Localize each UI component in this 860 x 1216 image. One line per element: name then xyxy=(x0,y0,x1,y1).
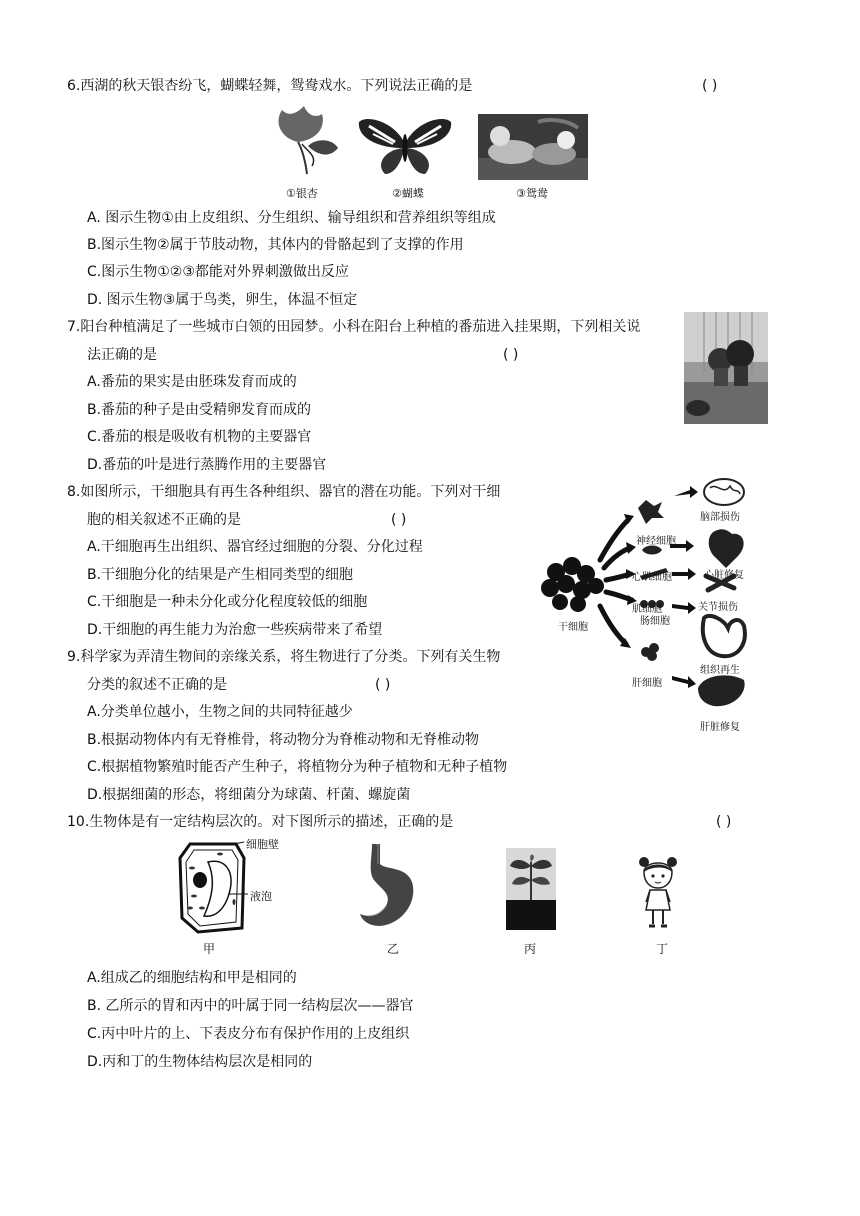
q9-option-d: D.根据细菌的形态，将细菌分为球菌、杆菌、螺旋菌 xyxy=(87,787,411,803)
tissue-regeneration-label: 组织再生 xyxy=(700,665,740,676)
mandarin-duck-image xyxy=(478,114,588,180)
heart-repair-label: 心脏修复 xyxy=(704,570,744,581)
mandarin-duck-caption: ③鸳鸯 xyxy=(516,187,548,200)
q8-option-c: C.干细胞是一种未分化或分化程度较低的细胞 xyxy=(87,594,368,610)
q6-option-c: C.图示生物①②③都能对外界刺激做出反应 xyxy=(87,264,349,280)
q9-stem-line2: 分类的叙述不正确的是 xyxy=(87,677,227,693)
q9-option-c: C.根据植物繁殖时能否产生种子，将植物分为种子植物和无种子植物 xyxy=(87,759,508,775)
brain-injury-label: 脑部损伤 xyxy=(700,512,740,523)
liver-cell-label: 肝细胞 xyxy=(632,678,662,689)
q6-option-a: A. 图示生物①由上皮组织、分生组织、输导组织和营养组织等组成 xyxy=(87,210,496,226)
q10-option-b: B. 乙所示的胃和丙中的叶属于同一结构层次——器官 xyxy=(87,998,414,1014)
q8-option-b: B.干细胞分化的结果是产生相同类型的细胞 xyxy=(87,567,354,583)
q8-answer-paren: ( ) xyxy=(391,512,407,528)
q7-option-d: D.番茄的叶是进行蒸腾作用的主要器官 xyxy=(87,457,327,473)
cardiac-cell-label: 心肌细胞 xyxy=(632,572,672,583)
stomach-image xyxy=(358,844,418,930)
joint-injury-label: 关节损伤 xyxy=(698,602,738,613)
caption-yi: 乙 xyxy=(387,942,400,956)
q10-answer-paren: ( ) xyxy=(716,814,732,830)
q8-option-d: D.干细胞的再生能力为治愈一些疾病带来了希望 xyxy=(87,622,383,638)
q8-option-a: A.干细胞再生出组织、器官经过细胞的分裂、分化过程 xyxy=(87,539,423,555)
q9-option-a: A.分类单位越小，生物之间的共同特征越少 xyxy=(87,704,353,720)
butterfly-caption: ②蝴蝶 xyxy=(392,187,424,200)
q7-option-a: A.番茄的果实是由胚珠发育而成的 xyxy=(87,374,297,390)
q10-option-c: C.丙中叶片的上、下表皮分布有保护作用的上皮组织 xyxy=(87,1026,410,1042)
q10-option-a: A.组成乙的细胞结构和甲是相同的 xyxy=(87,970,297,986)
q7-option-c: C.番茄的根是吸收有机物的主要器官 xyxy=(87,429,312,445)
q7-stem-line2: 法正确的是 xyxy=(87,347,157,363)
q9-answer-paren: ( ) xyxy=(375,677,391,693)
neuron-label: 神经细胞 xyxy=(636,536,676,547)
intestinal-cell-label: 肠细胞 xyxy=(640,616,670,627)
caption-jia: 甲 xyxy=(203,942,216,956)
cell-wall-label: 细胞壁 xyxy=(246,838,279,851)
q6-option-b: B.图示生物②属于节肢动物，其体内的骨骼起到了支撑的作用 xyxy=(87,237,464,253)
q6-option-d: D. 图示生物③属于鸟类，卵生，体温不恒定 xyxy=(87,292,358,308)
q10-stem: 10.生物体是有一定结构层次的。对下图所示的描述，正确的是 xyxy=(67,814,454,830)
girl-cartoon-image xyxy=(638,852,678,932)
q7-option-b: B.番茄的种子是由受精卵发育而成的 xyxy=(87,402,312,418)
q8-stem-line2: 胞的相关叙述不正确的是 xyxy=(87,512,241,528)
muscle-cell-label: 肌细胞 xyxy=(632,604,662,615)
caption-bing: 丙 xyxy=(524,942,537,956)
balcony-tomato-photo xyxy=(684,312,768,424)
ginkgo-caption: ①银杏 xyxy=(286,187,318,200)
q9-option-b: B.根据动物体内有无脊椎骨，将动物分为脊椎动物和无脊椎动物 xyxy=(87,732,480,748)
q6-stem: 6.西湖的秋天银杏纷飞，蝴蝶轻舞，鸳鸯戏水。下列说法正确的是 xyxy=(67,78,473,94)
q10-option-d: D.丙和丁的生物体结构层次是相同的 xyxy=(87,1054,313,1070)
vacuole-label: 液泡 xyxy=(250,890,272,903)
q9-stem-line1: 9.科学家为弄清生物间的亲缘关系，将生物进行了分类。下列有关生物 xyxy=(67,649,501,665)
butterfly-image xyxy=(355,114,455,178)
caption-ding: 丁 xyxy=(656,942,669,956)
q7-stem-line1: 7.阳台种植满足了一些城市白领的田园梦。小科在阳台上种植的番茄进入挂果期，下列相关说 xyxy=(67,319,641,335)
q7-answer-paren: ( ) xyxy=(503,347,519,363)
q6-answer-paren: ( ) xyxy=(702,78,718,94)
plant-seedling-image xyxy=(506,848,556,930)
ginkgo-image xyxy=(272,104,342,182)
q8-stem-line1: 8.如图所示，干细胞具有再生各种组织、器官的潜在功能。下列对干细 xyxy=(67,484,501,500)
liver-repair-label: 肝脏修复 xyxy=(700,722,740,733)
stem-cell-label: 干细胞 xyxy=(558,622,588,633)
